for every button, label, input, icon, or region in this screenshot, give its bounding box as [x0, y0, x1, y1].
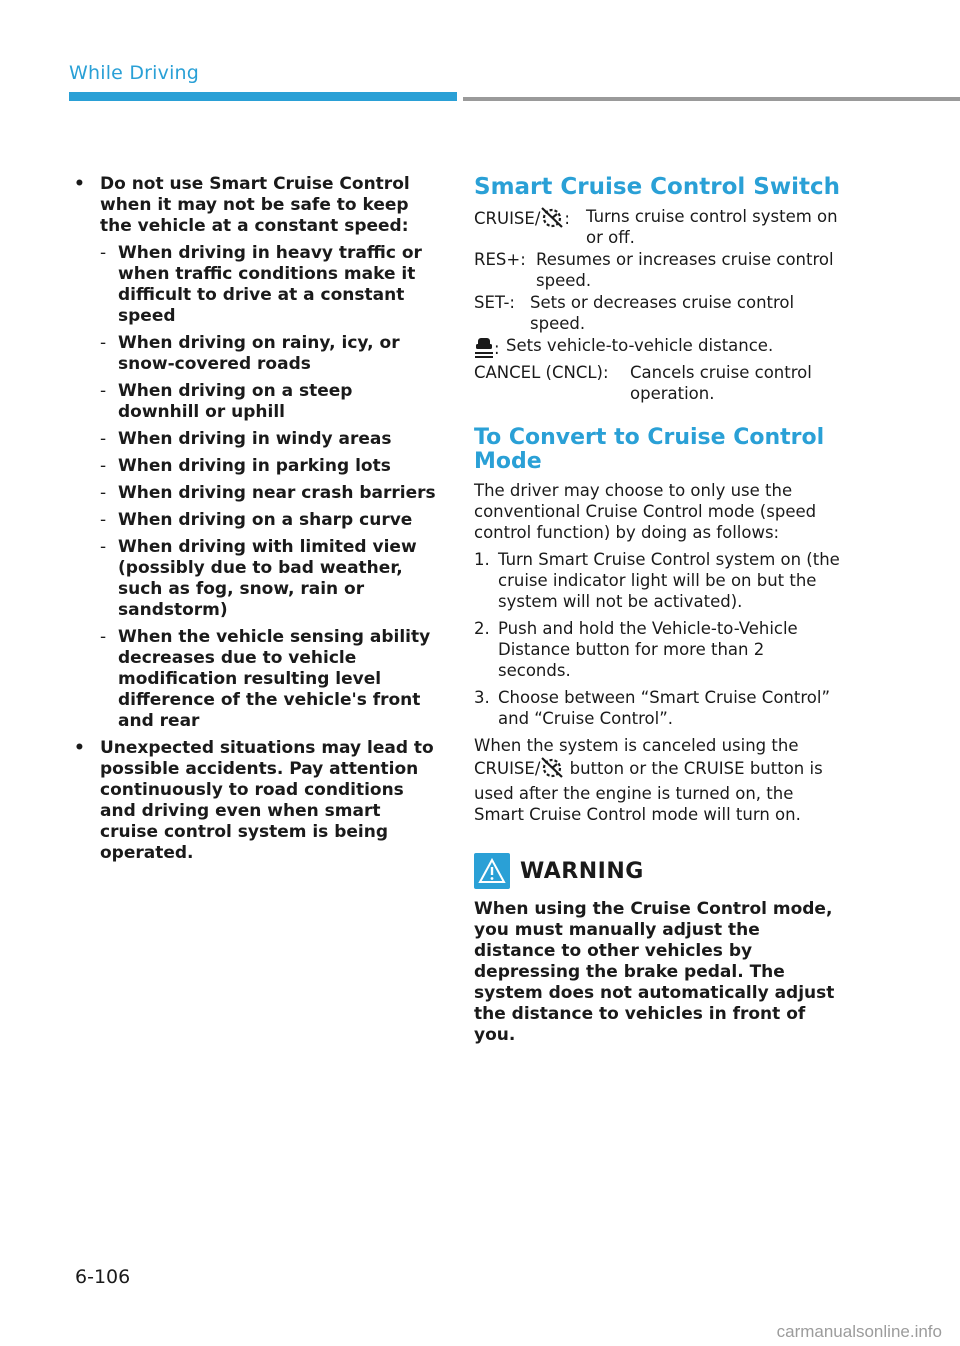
warning-text: When using the Cruise Control mode, you must manually adjust the distance to other vehicles by depressing the brake pedal. The system does not automatically adjust the distance to vehicles in front of you.	[474, 899, 835, 1045]
def-term: RES+:	[474, 250, 526, 269]
header-rule-gray	[463, 97, 960, 101]
def-set	[474, 292, 842, 334]
sub-item-text: When driving near crash barriers	[118, 483, 436, 503]
def-desc: Sets or decreases cruise control speed.	[530, 293, 795, 333]
def-desc: Resumes or increases cruise control speed.	[536, 250, 834, 290]
sub-item-text: When driving in windy areas	[118, 429, 392, 449]
right-column	[474, 174, 842, 1046]
bullet-text: Unexpected situations may lead to possible accidents. Pay attention continuously to road conditions and driving even when smart cruise control system is being operated.	[100, 738, 434, 863]
vehicle-distance-icon	[474, 335, 494, 364]
cancel-note	[474, 735, 842, 825]
sub-item: - When driving in windy areas	[100, 429, 392, 449]
note-text: button or the CRUISE button is used after the engine is turned on, the Smart Cruise Control mode will turn on.	[474, 759, 823, 824]
def-cancel	[474, 362, 842, 404]
watermark: carmanualsonline.info	[776, 1322, 942, 1341]
sub-item: - When driving in parking lots	[100, 456, 391, 476]
page-number: 6-106	[75, 1266, 131, 1288]
step-item: 2. Push and hold the Vehicle-to-Vehicle Distance button for more than 2 seconds.	[474, 619, 798, 680]
sub-item-text: When driving on a sharp curve	[118, 510, 413, 530]
note-text: When the system is canceled using the CRUISE/	[474, 736, 799, 778]
sub-item: - When driving on a sharp curve	[100, 510, 413, 530]
def-term: CANCEL (CNCL):	[474, 363, 609, 382]
sub-item: - When driving in heavy traffic or when traffic conditions make it difficult to drive at a constant speed	[100, 243, 422, 326]
section-title: While Driving	[69, 62, 200, 84]
sub-item-text: When driving with limited view (possibly due to bad weather, such as fog, snow, rain or sandstorm)	[118, 537, 417, 620]
def-desc: Sets vehicle-to-vehicle distance.	[506, 336, 774, 355]
step-text: Push and hold the Vehicle-to-Vehicle Distance button for more than 2 seconds.	[498, 619, 798, 680]
left-column	[74, 174, 436, 870]
def-term: CRUISE/	[474, 209, 541, 228]
bullet-dot: •	[74, 738, 85, 758]
sub-item: - When the vehicle sensing ability decreases due to vehicle modification resulting level difference of the vehicle's front and rear	[100, 627, 431, 731]
sub-item: - When driving on a steep downhill or uphill	[100, 381, 353, 422]
step-item: 3. Choose between “Smart Cruise Control” and “Cruise Control”.	[474, 688, 830, 728]
def-desc: Turns cruise control system on or off.	[586, 207, 838, 247]
def-desc: Cancels cruise control operation.	[630, 363, 812, 403]
step-text: Choose between “Smart Cruise Control” and “Cruise Control”.	[498, 688, 830, 728]
sub-item-text: When driving in parking lots	[118, 456, 391, 476]
sub-item: - When driving with limited view (possibly due to bad weather, such as fog, snow, rain or sandstorm)	[100, 537, 417, 620]
bullet-item	[74, 738, 436, 864]
convert-intro: The driver may choose to only use the conventional Cruise Control mode (speed control function) by doing as follows:	[474, 481, 817, 542]
warning-header	[474, 853, 842, 889]
def-cruise: CRUISE/ : Turns cruise control system on or off.	[474, 206, 842, 248]
warning-triangle-icon	[474, 853, 510, 889]
bullet-item	[74, 174, 436, 237]
sub-item: - When driving on rainy, icy, or snow-covered roads	[100, 333, 400, 374]
bullet-text: Do not use Smart Cruise Control when it may not be safe to keep the vehicle at a constant speed:	[100, 174, 410, 236]
step-text: Turn Smart Cruise Control system on (the cruise indicator light will be on but the system will not be activated).	[498, 550, 840, 611]
sub-item-text: When driving on rainy, icy, or snow-covered roads	[118, 333, 400, 374]
def-res	[474, 249, 842, 291]
switch-heading: Smart Cruise Control Switch	[474, 174, 840, 200]
warning-title: WARNING	[520, 858, 644, 884]
cruise-gauge-icon	[540, 756, 564, 783]
sub-item-text: When driving in heavy traffic or when traffic conditions make it difficult to drive at a constant speed	[118, 243, 422, 326]
convert-heading: To Convert to Cruise Control Mode	[474, 425, 825, 474]
header-rule-accent	[69, 92, 457, 101]
step-item: 1. Turn Smart Cruise Control system on (the cruise indicator light will be on but the system will not be activated).	[474, 550, 840, 611]
sub-item-text: When the vehicle sensing ability decreases due to vehicle modification resulting level difference of the vehicle's front and rear	[118, 627, 431, 731]
bullet-dot: •	[74, 174, 85, 194]
def-term: SET-:	[474, 293, 515, 312]
sub-item: - When driving near crash barriers	[100, 483, 436, 503]
sub-item-text: When driving on a steep downhill or uphill	[118, 381, 353, 422]
def-distance: : Sets vehicle-to-vehicle distance.	[474, 335, 842, 356]
cruise-gauge-icon	[540, 206, 564, 233]
